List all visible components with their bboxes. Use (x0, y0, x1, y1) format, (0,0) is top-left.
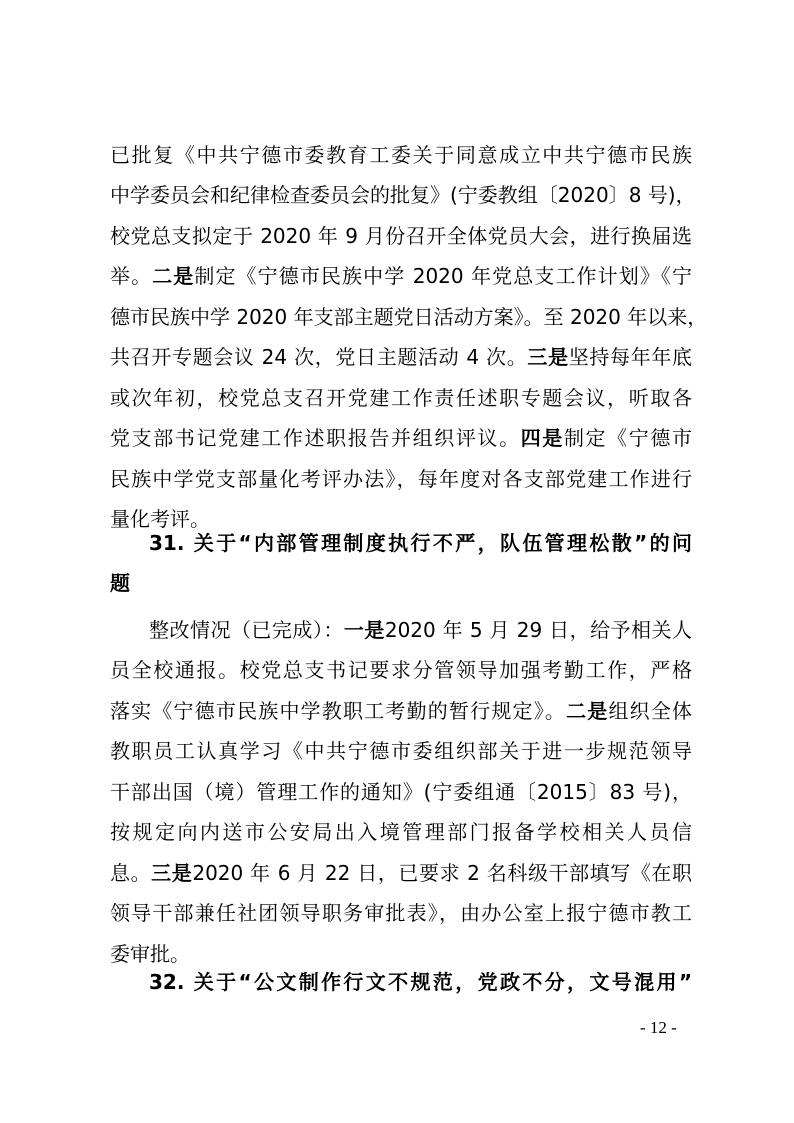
text-line (149, 610, 692, 650)
text: 落实《宁德市民族中学教职工考勤的暂行规定》。 (110, 699, 567, 723)
text: 2020 年 5 月 29 日，给予相关人 (384, 618, 693, 642)
text-line: 干部出国（境）管理工作的通知》(宁委组通〔2015〕83 号)， (110, 780, 692, 804)
section-heading-32: 32. 关于“公文制作行文不规范，党政不分，文号混用” (149, 970, 692, 994)
text-line: 德市民族中学 2020 年支部主题党日活动方案》。至 2020 年以来， (110, 305, 708, 329)
text: 共召开专题会议 24 次，党日主题活动 4 次。 (110, 345, 528, 369)
bold-marker: 一是 (343, 618, 385, 642)
text-line: 员全校通报。校党总支书记要求分管领导加强考勤工作，严格 (110, 658, 692, 682)
text-line: 中学委员会和纪律检查委员会的批复》(宁委教组〔2020〕8 号)， (110, 183, 696, 207)
bold-marker: 三是 (151, 861, 193, 885)
text: 举。 (110, 264, 153, 288)
text-line: 委审批。 (110, 942, 190, 966)
section-heading-31: 31. 关于“内部管理制度执行不严，队伍管理松散”的问 (149, 531, 692, 555)
bold-marker: 二是 (566, 699, 609, 723)
text-line: 领导干部兼任社团领导职务审批表》，由办公室上报宁德市教工 (110, 901, 692, 925)
text: 制定《宁德市民族中学 2020 年党总支工作计划》《宁 (194, 264, 692, 288)
page-number: - 12 - (640, 1018, 677, 1037)
bold-marker: 四是 (520, 426, 564, 450)
text-line (110, 691, 692, 731)
text: 组织全体 (608, 699, 693, 723)
text-line (110, 256, 692, 296)
text-line (110, 337, 692, 377)
text-line (110, 853, 692, 893)
text-line: 已批复《中共宁德市委教育工委关于同意成立中共宁德市民族 (110, 143, 692, 167)
text-line: 或次年初，校党总支召开党建工作责任述职专题会议，听取各 (110, 386, 692, 410)
text: 2020 年 6 月 22 日，已要求 2 名科级干部填写《在职 (192, 861, 693, 885)
text: 息。 (110, 861, 152, 885)
text: 坚持每年年底 (568, 345, 693, 369)
text-line: 校党总支拟定于 2020 年 9 月份召开全体党员大会，进行换届选 (110, 224, 692, 248)
text-line: 按规定向内送市公安局出入境管理部门报备学校相关人员信 (110, 820, 692, 844)
text: 党支部书记党建工作述职报告并组织评议。 (110, 426, 521, 450)
text-line: 量化考评。 (110, 507, 210, 531)
bold-marker: 二是 (152, 264, 195, 288)
text-line: 教职员工认真学习《中共宁德市委组织部关于进一步规范领导 (110, 739, 692, 763)
text-line (110, 418, 692, 458)
text: 制定《宁德市 (563, 426, 693, 450)
text-line: 民族中学党支部量化考评办法》，每年度对各支部党建工作进行 (110, 467, 692, 491)
text: 整改情况（已完成）： (149, 618, 344, 642)
bold-marker: 三是 (527, 345, 569, 369)
section-heading-31-cont: 题 (110, 571, 130, 595)
